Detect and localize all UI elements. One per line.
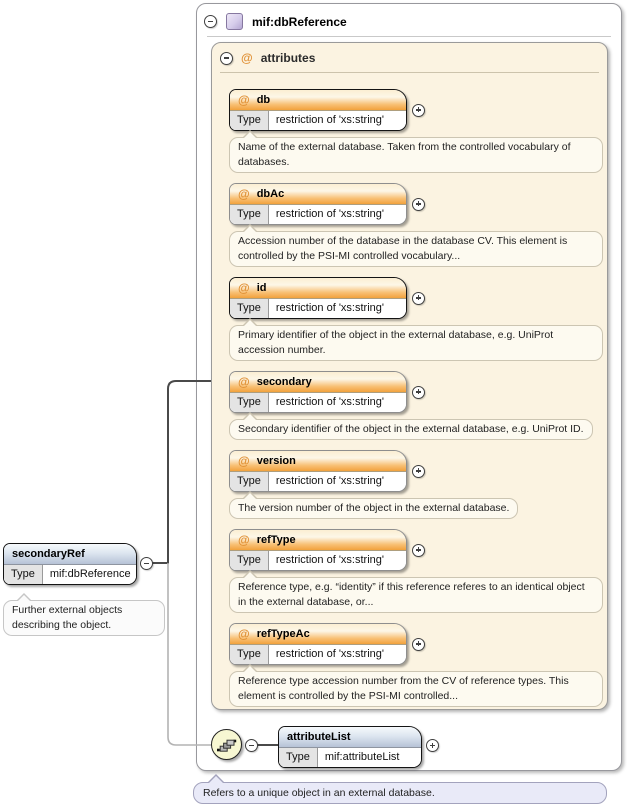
expand-icon[interactable]: [412, 544, 425, 557]
type-label: Type: [230, 299, 269, 318]
attributes-header: [212, 43, 607, 67]
attribute-box-version[interactable]: [229, 450, 407, 492]
expand-icon[interactable]: [412, 465, 425, 478]
element-name: attributeList: [287, 731, 351, 743]
attribute-name: refTypeAc: [256, 628, 310, 640]
type-value: mif:dbReference: [49, 568, 131, 580]
type-value: restriction of 'xs:string': [275, 648, 384, 660]
attributes-group-label: attributes: [260, 51, 316, 65]
attribute-box-db[interactable]: [229, 89, 407, 131]
collapse-icon[interactable]: [204, 15, 217, 28]
at-icon: @: [238, 533, 250, 547]
attribute-list: [212, 73, 607, 707]
type-annotation: Refers to a unique object in an external database.: [193, 782, 607, 804]
attribute-entry-dbac: [229, 183, 603, 267]
type-label: Type: [279, 748, 318, 767]
attribute-box-secondary[interactable]: [229, 371, 407, 413]
attribute-entry-db: [229, 89, 603, 173]
expand-icon[interactable]: [412, 104, 425, 117]
attribute-name: secondary: [256, 376, 312, 388]
at-icon: @: [238, 187, 250, 201]
type-label: Type: [230, 645, 269, 664]
type-value: mif:attributeList: [324, 751, 400, 763]
attribute-entry-id: [229, 277, 603, 361]
element-doc: Further external objects describing the object.: [3, 600, 165, 636]
complex-type-icon: [226, 13, 243, 30]
attribute-box-reftypeac[interactable]: [229, 623, 407, 665]
attribute-name: version: [256, 455, 296, 467]
collapse-icon[interactable]: [220, 52, 233, 65]
expand-icon[interactable]: [412, 292, 425, 305]
expand-icon[interactable]: [412, 198, 425, 211]
element-name: secondaryRef: [12, 548, 85, 560]
at-icon: @: [238, 627, 250, 641]
collapse-icon[interactable]: [245, 739, 258, 752]
sequence-icon: [216, 734, 238, 756]
at-icon: @: [241, 51, 253, 65]
type-value: restriction of 'xs:string': [275, 302, 384, 314]
attributes-group: [211, 42, 608, 710]
at-icon: @: [238, 281, 250, 295]
attribute-name: id: [256, 282, 267, 294]
attribute-name: refType: [256, 534, 296, 546]
attribute-name: dbAc: [256, 188, 285, 200]
attribute-doc: The version number of the object in the external database.: [229, 498, 518, 519]
at-icon: @: [238, 454, 250, 468]
root-type-name: mif:dbReference: [252, 14, 347, 29]
type-value: restriction of 'xs:string': [275, 475, 384, 487]
type-value: restriction of 'xs:string': [275, 554, 384, 566]
divider: [207, 36, 611, 37]
attribute-doc: Reference type accession number from the CV of reference types. This element is controlled by the PSI-MI controlled...: [229, 671, 603, 707]
type-label: Type: [230, 205, 269, 224]
attribute-box-reftype[interactable]: [229, 529, 407, 571]
attribute-doc: Reference type, e.g. “identity” if this reference referes to an identical object in the external database, or...: [229, 577, 603, 613]
at-icon: @: [238, 375, 250, 389]
type-value: restriction of 'xs:string': [275, 208, 384, 220]
type-value: restriction of 'xs:string': [275, 396, 384, 408]
type-value: restriction of 'xs:string': [275, 114, 384, 126]
expand-icon[interactable]: [412, 386, 425, 399]
sequence-compositor[interactable]: [211, 729, 242, 760]
attribute-entry-version: [229, 450, 603, 519]
type-label: Type: [230, 472, 269, 491]
attribute-box-dbac[interactable]: [229, 183, 407, 225]
attribute-entry-reftypeac: [229, 623, 603, 707]
attribute-name: db: [256, 94, 271, 106]
collapse-icon[interactable]: [140, 557, 153, 570]
attribute-doc: Primary identifier of the object in the external database, e.g. UniProt accession number.: [229, 325, 603, 361]
element-box-secondaryref[interactable]: [3, 543, 137, 585]
expand-icon[interactable]: [412, 638, 425, 651]
attribute-doc: Accession number of the database in the database CV. This element is controlled by the PSI-MI controlled vocabulary...: [229, 231, 603, 267]
root-header: [197, 4, 621, 32]
attribute-entry-reftype: [229, 529, 603, 613]
type-label: Type: [230, 111, 269, 130]
element-box-attributelist[interactable]: [278, 726, 422, 768]
type-label: Type: [4, 565, 43, 584]
expand-icon[interactable]: [426, 739, 439, 752]
attribute-box-id[interactable]: [229, 277, 407, 319]
at-icon: @: [238, 93, 250, 107]
type-label: Type: [230, 551, 269, 570]
attribute-entry-secondary: [229, 371, 603, 440]
type-label: Type: [230, 393, 269, 412]
attribute-doc: Name of the external database. Taken from the controlled vocabulary of databases.: [229, 137, 603, 173]
attribute-doc: Secondary identifier of the object in the external database, e.g. UniProt ID.: [229, 419, 593, 440]
